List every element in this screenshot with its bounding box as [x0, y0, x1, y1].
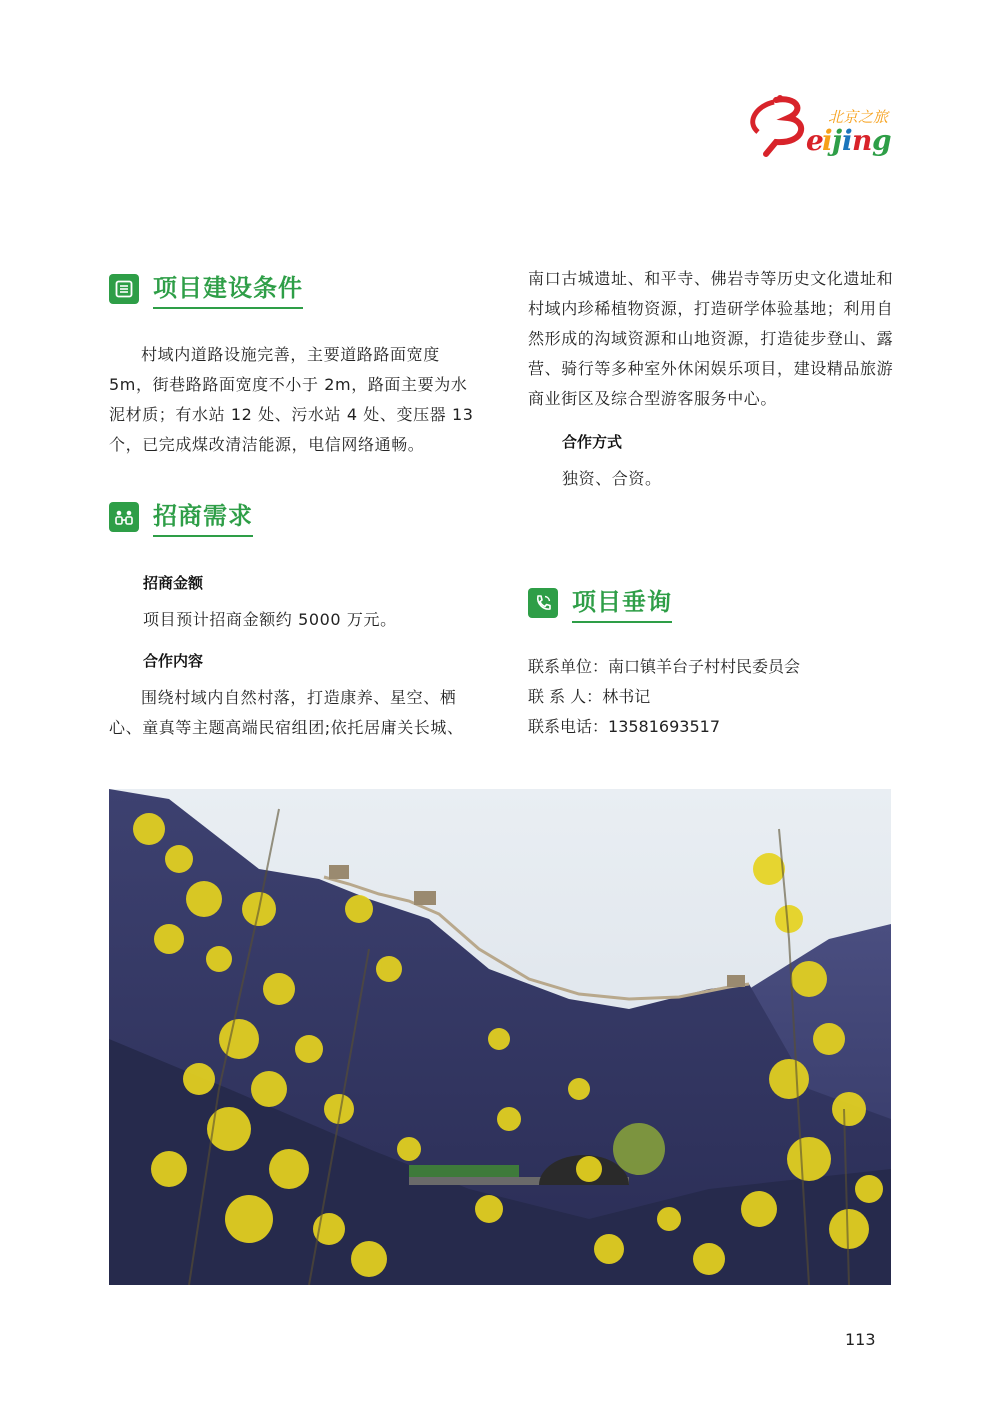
- beijing-logo: [736, 92, 896, 164]
- section-contact-header: [528, 582, 672, 623]
- phone-icon: [528, 588, 558, 618]
- content-label: 合作内容: [143, 652, 204, 670]
- content-text-right: 南口古城遗址、和平寺、佛岩寺等历史文化遗址和村域内珍稀植物资源，打造研学体验基地；利用自然形成的沟域资源和山地资源，打造徒步登山、露营、骑行等多种室外休闲娱乐项目，建设精品旅游商业街区及综合型游客服务中心。: [528, 269, 894, 408]
- page-number: 113: [845, 1330, 876, 1349]
- document-list-icon: [109, 274, 139, 304]
- content-paragraph-left: [109, 683, 475, 743]
- construction-paragraph: [109, 340, 475, 460]
- logo-cn-text: 北京之旅: [828, 108, 889, 126]
- svg-text:i: i: [822, 124, 833, 157]
- svg-text:g: g: [872, 124, 892, 157]
- method-text: 独资、合资。: [562, 469, 662, 488]
- contact-list: [528, 652, 888, 742]
- contact-person-label: 联 系 人：: [528, 687, 603, 706]
- amount-label: 招商金额: [143, 574, 204, 592]
- contact-person-value: 林书记: [602, 687, 651, 706]
- svg-text:n: n: [852, 124, 873, 157]
- section-contact-title: 项目垂询: [572, 582, 672, 623]
- contact-row-phone: [528, 712, 888, 742]
- contact-row-unit: [528, 652, 888, 682]
- svg-text:e: e: [806, 124, 824, 157]
- handshake-icon: [109, 502, 139, 532]
- section-investment-title: 招商需求: [153, 496, 253, 537]
- section-construction-title: 项目建设条件: [153, 268, 303, 309]
- method-label: 合作方式: [562, 433, 623, 451]
- content-text-left: 围绕村域内自然村落，打造康养、星空、栖心、童真等主题高端民宿组团;依托居庸关长城、: [109, 688, 464, 737]
- section-investment-header: [109, 496, 253, 537]
- great-wall-mountain-forsythia-photo: [109, 789, 891, 1285]
- content-paragraph-right: [528, 264, 894, 414]
- construction-text: 村域内道路设施完善，主要道路路面宽度5m，街巷路路面宽度不小于 2m，路面主要为水泥材质；有水站 12 处、污水站 4 处、变压器 13 个，已完成煤改清洁能源，电信网络通畅。: [109, 345, 474, 454]
- section-construction-header: [109, 268, 303, 309]
- contact-row-person: [528, 682, 888, 712]
- amount-text: 项目预计招商金额约 5000 万元。: [143, 610, 397, 629]
- svg-text:i: i: [842, 124, 853, 157]
- contact-unit-value: 南口镇羊台子村村民委员会: [608, 657, 801, 676]
- contact-phone-label: 联系电话：: [528, 717, 609, 736]
- contact-unit-label: 联系单位：: [528, 657, 609, 676]
- contact-phone-value: 13581693517: [608, 717, 720, 736]
- svg-text:j: j: [832, 124, 843, 157]
